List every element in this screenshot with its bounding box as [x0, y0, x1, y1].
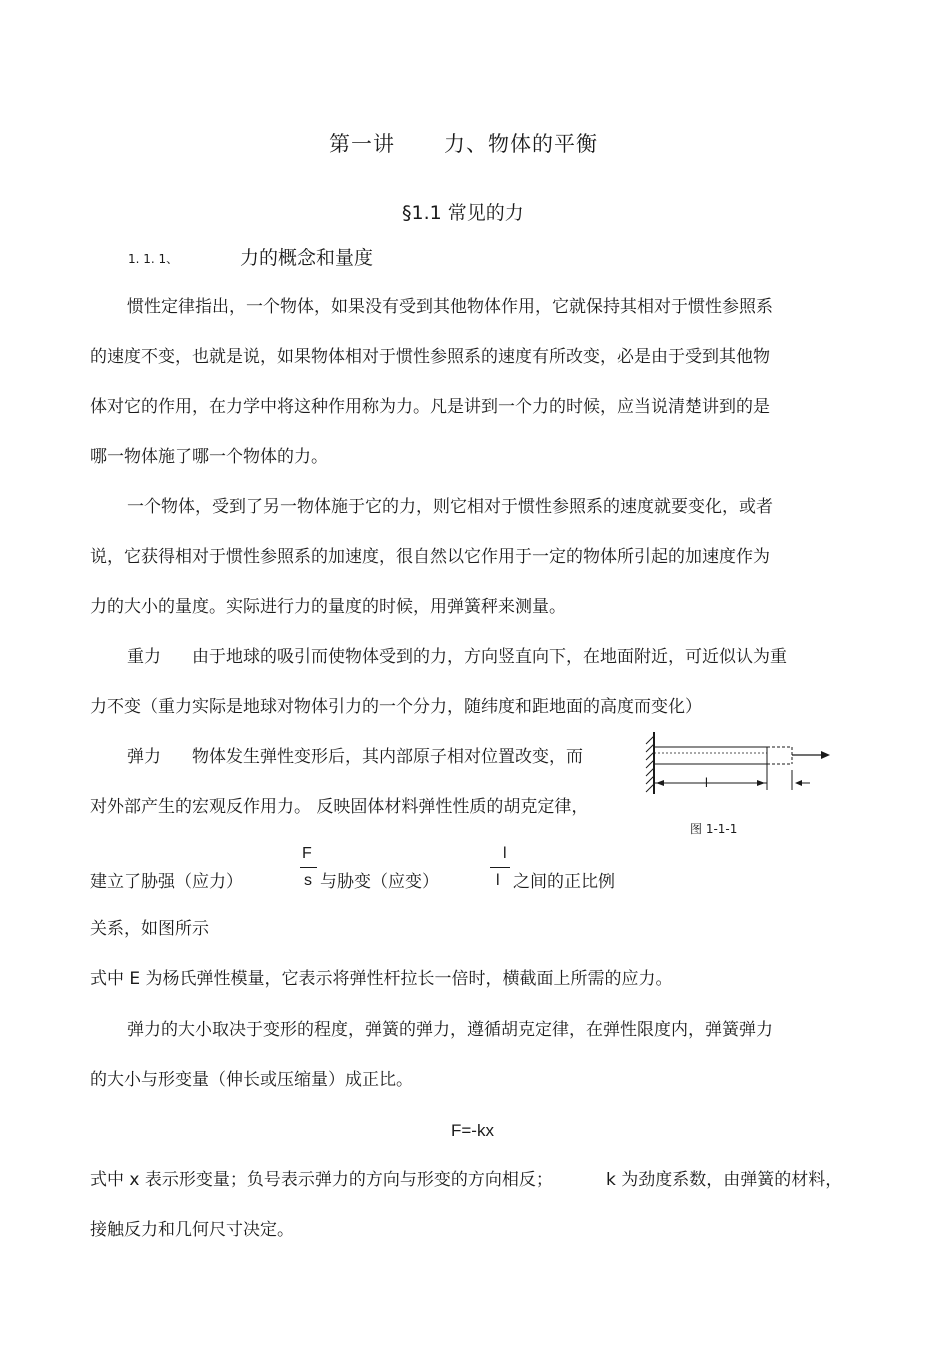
- paragraph-line: 的大小与形变量（伸长或压缩量）成正比。: [90, 1070, 413, 1090]
- paragraph-line: 哪一物体施了哪一个物体的力。: [90, 447, 328, 467]
- fraction-bar: [490, 867, 510, 868]
- section-title: §1.1 常见的力: [402, 202, 524, 224]
- hooke-formula: F=-kx: [451, 1121, 494, 1140]
- fraction-numerator: F: [302, 845, 312, 862]
- fraction-denominator: s: [304, 872, 312, 889]
- paragraph-line: 之间的正比例: [513, 872, 615, 892]
- lecture-title: 力、物体的平衡: [444, 132, 598, 156]
- cantilever-rod-figure: [640, 728, 840, 800]
- paragraph-line: 与胁变（应变）: [320, 872, 439, 892]
- gravity-term: 重力: [127, 647, 161, 667]
- fraction-numerator: l: [503, 845, 507, 862]
- fraction-denominator: l: [496, 872, 500, 889]
- paragraph-line: 惯性定律指出，一个物体，如果没有受到其他物体作用，它就保持其相对于惯性参照系: [127, 297, 773, 317]
- subsection-title: 力的概念和量度: [240, 247, 374, 269]
- paragraph-line: 一个物体，受到了另一物体施于它的力，则它相对于惯性参照系的速度就要变化，或者: [127, 497, 773, 517]
- paragraph-line: 关系，如图所示: [90, 919, 209, 939]
- elastic-term: 弹力: [127, 747, 161, 767]
- figure-caption: 图 1-1-1: [690, 822, 738, 836]
- paragraph-line: 物体发生弹性变形后，其内部原子相对位置改变，而: [192, 747, 583, 767]
- paragraph-line: k 为劲度系数，由弹簧的材料，: [606, 1170, 843, 1190]
- paragraph-line: 力不变（重力实际是地球对物体引力的一个分力，随纬度和距地面的高度而变化）: [90, 697, 702, 717]
- lecture-number: 第一讲: [329, 132, 395, 156]
- paragraph-line: 体对它的作用，在力学中将这种作用称为力。凡是讲到一个力的时候，应当说清楚讲到的是: [90, 397, 770, 417]
- paragraph-line: 接触反力和几何尺寸决定。: [90, 1220, 294, 1240]
- paragraph-line: 由于地球的吸引而使物体受到的力，方向竖直向下，在地面附近，可近似认为重: [192, 647, 787, 667]
- paragraph-line: 对外部产生的宏观反作用力。 反映固体材料弹性性质的胡克定律，: [90, 797, 589, 817]
- paragraph-line: 式中 x 表示形变量；负号表示弹力的方向与形变的方向相反；: [90, 1170, 553, 1190]
- paragraph-line: 弹力的大小取决于变形的程度，弹簧的弹力，遵循胡克定律，在弹性限度内，弹簧弹力: [127, 1020, 773, 1040]
- paragraph-line: 式中 E 为杨氏弹性模量，它表示将弹性杆拉长一倍时，横截面上所需的应力。: [90, 969, 673, 989]
- paragraph-line: 说，它获得相对于惯性参照系的加速度，很自然以它作用于一定的物体所引起的加速度作为: [90, 547, 770, 567]
- paragraph-line: 力的大小的量度。实际进行力的量度的时候，用弹簧秤来测量。: [90, 597, 566, 617]
- figure-length-label: l: [705, 775, 708, 790]
- paragraph-line: 建立了胁强（应力）: [90, 872, 243, 892]
- fraction-bar: [300, 867, 317, 868]
- subsection-number: 1. 1. 1、: [128, 252, 179, 266]
- paragraph-line: 的速度不变，也就是说，如果物体相对于惯性参照系的速度有所改变，必是由于受到其他物: [90, 347, 770, 367]
